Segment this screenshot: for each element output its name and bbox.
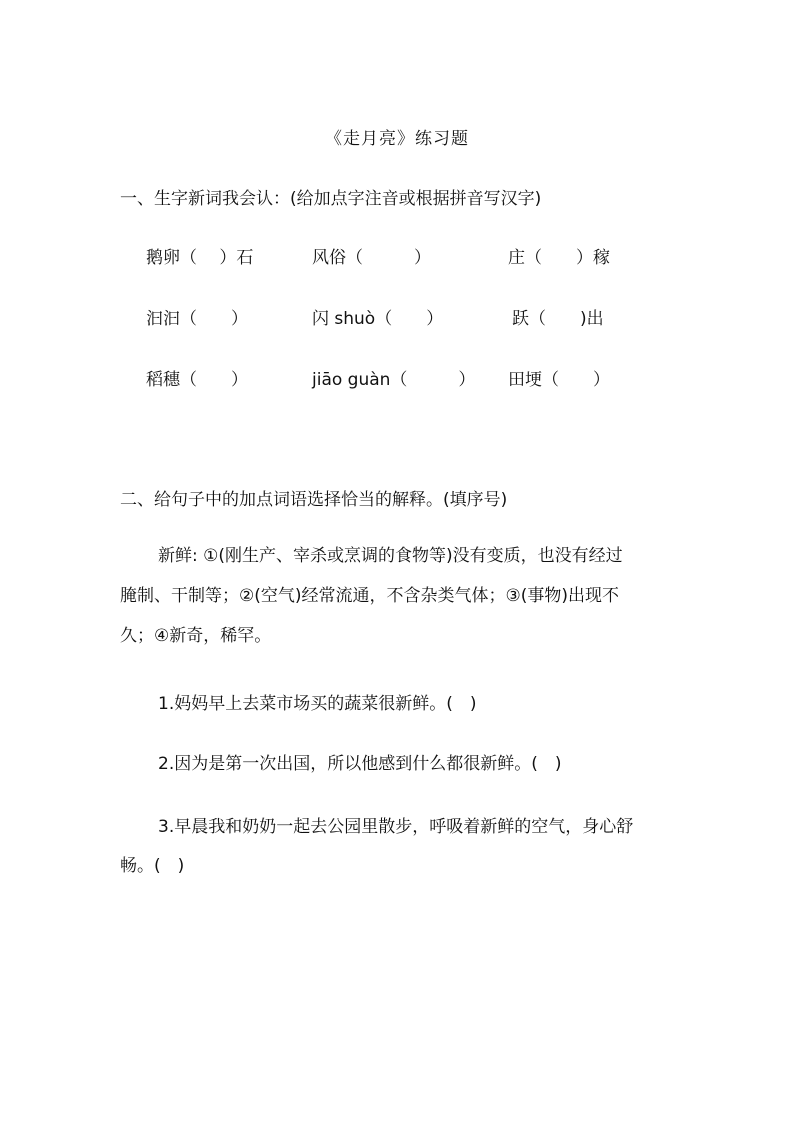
vocab-item: 鹅卵（ ）石	[146, 248, 254, 268]
page-title: 《走月亮》练习题	[325, 129, 469, 149]
definition-line: 腌制、干制等；②(空气)经常流通，不含杂类气体；③(事物)出现不	[120, 586, 620, 606]
question-3-continuation: 畅。( )	[120, 856, 185, 876]
vocab-item: 汩汩（ ）	[146, 309, 248, 329]
vocab-item: 田埂（ ）	[508, 370, 610, 390]
definition-line: 久；④新奇，稀罕。	[120, 626, 272, 646]
vocab-item: 庄（ ）稼	[508, 248, 610, 268]
question-2: 2.因为是第一次出国，所以他感到什么都很新鲜。( )	[158, 754, 562, 774]
question-3: 3.早晨我和奶奶一起去公园里散步，呼吸着新鲜的空气，身心舒	[158, 817, 634, 837]
section-2-heading: 二、给句子中的加点词语选择恰当的解释。(填序号)	[120, 490, 508, 510]
vocab-item: jiāo guàn（ ）	[312, 370, 476, 390]
definition-paragraph	[120, 536, 686, 656]
vocab-item: 稻穗（ ）	[146, 370, 248, 390]
vocab-item: 风俗（ ）	[312, 248, 431, 268]
definition-line: 新鲜: ①(刚生产、宰杀或烹调的食物等)没有变质，也没有经过	[158, 546, 623, 566]
vocab-item: 闪 shuò（ ）	[312, 309, 444, 329]
vocab-item: 跃（ )出	[512, 309, 604, 329]
question-1: 1.妈妈早上去菜市场买的蔬菜很新鲜。( )	[158, 694, 477, 714]
section-1-heading: 一、生字新词我会认：(给加点字注音或根据拼音写汉字)	[120, 189, 542, 209]
